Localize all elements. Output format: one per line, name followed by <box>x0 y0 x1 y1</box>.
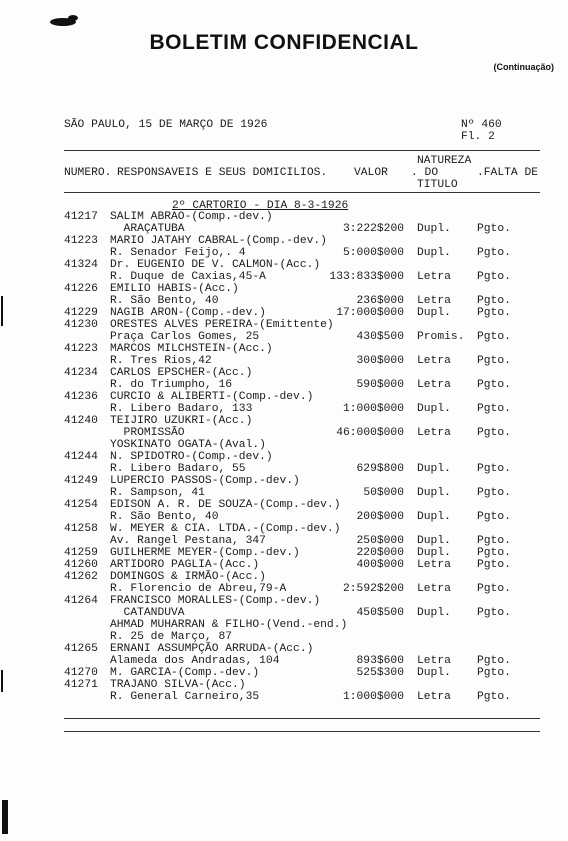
entry-value: 133:833$000 <box>329 271 404 283</box>
entry-value: 525$300 <box>356 667 404 679</box>
entry-reason: Pgto. <box>477 667 511 679</box>
entry-title-type: Dupl. <box>417 307 451 319</box>
entry-number: 41264 <box>64 595 98 607</box>
entry-reason: Pgto. <box>477 487 511 499</box>
entry-reason: Pgto. <box>477 307 511 319</box>
entry-reason: Pgto. <box>477 223 511 235</box>
table-row <box>0 499 568 511</box>
entry-responsible: R. Sampson, 41 <box>110 487 205 499</box>
entry-title-type: Dupl. <box>417 607 451 619</box>
entry-value: 893$600 <box>356 655 404 667</box>
entry-number: 41249 <box>64 475 98 487</box>
entry-title-type: Letra <box>417 655 451 667</box>
column-valor: VALOR <box>354 167 388 179</box>
entry-title-type: Letra <box>417 427 451 439</box>
entry-number: 41258 <box>64 523 98 535</box>
entry-reason: Pgto. <box>477 535 511 547</box>
entry-number: 41229 <box>64 307 98 319</box>
entry-reason: Pgto. <box>477 607 511 619</box>
table-row <box>0 643 568 655</box>
table-row <box>0 619 568 631</box>
entry-reason: Pgto. <box>477 247 511 259</box>
footer-rule-1 <box>64 718 540 719</box>
entry-responsible: CATANDUVA <box>110 607 185 619</box>
table-row <box>0 679 568 691</box>
table-row <box>0 271 568 283</box>
entry-number: 41240 <box>64 415 98 427</box>
entry-responsible: EMILIO HABIS-(Acc.) <box>110 283 239 295</box>
entry-title-type: Letra <box>417 691 451 703</box>
table-row <box>0 307 568 319</box>
footer-rule-2 <box>64 731 540 732</box>
table-row <box>0 571 568 583</box>
entry-value: 590$000 <box>356 379 404 391</box>
entry-responsible: N. SPIDOTRO-(Comp.-dev.) <box>110 451 273 463</box>
table-row <box>0 391 568 403</box>
entry-responsible: CURCIO & ALIBERTI-(Comp.-dev.) <box>110 391 314 403</box>
entry-reason: Pgto. <box>477 559 511 571</box>
table-row <box>0 379 568 391</box>
table-row <box>0 511 568 523</box>
entry-responsible: W. MEYER & CIA. LTDA.-(Comp.-dev.) <box>110 523 341 535</box>
entry-title-type: Dupl. <box>417 223 451 235</box>
bulletin-number: Nº 460 <box>461 119 502 131</box>
entry-number: 41217 <box>64 211 98 223</box>
entry-responsible: MARCOS MILCHSTEIN-(Acc.) <box>110 343 273 355</box>
entry-responsible: M. GARCIA-(Comp.-dev.) <box>110 667 260 679</box>
entry-reason: Pgto. <box>477 379 511 391</box>
table-row <box>0 295 568 307</box>
column-numero: NUMERO. <box>64 167 112 179</box>
entry-number: 41234 <box>64 367 98 379</box>
entry-value: 400$000 <box>356 559 404 571</box>
table-row <box>0 475 568 487</box>
entry-number: 41223 <box>64 235 98 247</box>
entry-reason: Pgto. <box>477 511 511 523</box>
entry-responsible: AHMAD MUHARRAN & FILHO-(Vend.-end.) <box>110 619 348 631</box>
table-row <box>0 355 568 367</box>
entry-value: 3:222$200 <box>342 223 404 235</box>
entry-title-type: Letra <box>417 379 451 391</box>
entry-reason: Pgto. <box>477 691 511 703</box>
entry-responsible: R. Libero Badaro, 133 <box>110 403 253 415</box>
entry-number: 41236 <box>64 391 98 403</box>
entry-responsible: DOMINGOS & IRMÃO-(Acc.) <box>110 571 266 583</box>
document-title: BOLETIM CONFIDENCIAL <box>149 31 419 54</box>
table-row <box>0 235 568 247</box>
entry-number: 41324 <box>64 259 98 271</box>
entry-responsible: PROMISSÃO <box>110 427 185 439</box>
entry-responsible: GUILHERME MEYER-(Comp.-dev.) <box>110 547 300 559</box>
table-row <box>0 415 568 427</box>
entry-title-type: Dupl. <box>417 463 451 475</box>
entry-responsible: Praça Carlos Gomes, 25 <box>110 331 260 343</box>
entry-value: 450$500 <box>356 607 404 619</box>
entry-title-type: Letra <box>417 355 451 367</box>
column-natureza-l1: NATUREZA <box>417 155 472 167</box>
entry-reason: Pgto. <box>477 355 511 367</box>
table-row <box>0 655 568 667</box>
entry-reason: Pgto. <box>477 655 511 667</box>
table-row <box>0 667 568 679</box>
entry-value: 220$000 <box>356 547 404 559</box>
entry-responsible: Dr. EUGENIO DE V. CALMON-(Acc.) <box>110 259 321 271</box>
entry-title-type: Promis. <box>417 331 465 343</box>
entry-value: 5:000$000 <box>342 247 404 259</box>
entry-number: 41265 <box>64 643 98 655</box>
table-row <box>0 583 568 595</box>
entry-responsible: R. 25 de Março, 87 <box>110 631 233 643</box>
entry-title-type: Dupl. <box>417 547 451 559</box>
entry-title-type: Letra <box>417 559 451 571</box>
table-row <box>0 523 568 535</box>
column-responsaveis: RESPONSAVEIS E SEUS DOMICILIOS. <box>117 167 328 179</box>
column-natureza-l2: . DO <box>411 167 439 179</box>
entry-value: 1:000$000 <box>342 691 404 703</box>
table-row <box>0 367 568 379</box>
entry-responsible: ARAÇATUBA <box>110 223 185 235</box>
entry-reason: Pgto. <box>477 547 511 559</box>
entry-title-type: Dupl. <box>417 535 451 547</box>
entry-responsible: YOSKINATO OGATA-(Aval.) <box>110 439 266 451</box>
entry-title-type: Dupl. <box>417 403 451 415</box>
entry-value: 430$500 <box>356 331 404 343</box>
entry-reason: Pgto. <box>477 583 511 595</box>
entry-title-type: Dupl. <box>417 667 451 679</box>
table-row <box>0 331 568 343</box>
header-rule-bottom <box>64 192 540 193</box>
entry-responsible: TEIJIRO UZUKRI-(Acc.) <box>110 415 253 427</box>
entry-responsible: CARLOS EPSCHER-(Acc.) <box>110 367 253 379</box>
table-row <box>0 247 568 259</box>
entry-responsible: TRAJANO SILVA-(Acc.) <box>110 679 246 691</box>
entry-value: 50$000 <box>363 487 404 499</box>
entry-value: 250$000 <box>356 535 404 547</box>
entry-title-type: Dupl. <box>417 511 451 523</box>
table-row <box>0 439 568 451</box>
entry-value: 200$000 <box>356 511 404 523</box>
entry-responsible: R. Libero Badaro, 55 <box>110 463 246 475</box>
entry-responsible: SALIM ABRAO-(Comp.-dev.) <box>110 211 273 223</box>
table-row <box>0 691 568 703</box>
table-row <box>0 559 568 571</box>
entry-reason: Pgto. <box>477 295 511 307</box>
table-row <box>0 595 568 607</box>
entry-responsible: Alameda dos Andradas, 104 <box>110 655 280 667</box>
entry-reason: Pgto. <box>477 427 511 439</box>
entry-number: 41223 <box>64 343 98 355</box>
column-natureza-l3: TITULO <box>417 179 458 191</box>
table-row <box>0 319 568 331</box>
table-row <box>0 343 568 355</box>
entry-number: 41226 <box>64 283 98 295</box>
entry-value: 46:000$000 <box>336 427 404 439</box>
entry-title-type: Letra <box>417 295 451 307</box>
entry-value: 2:592$200 <box>342 583 404 595</box>
entry-responsible: R. Tres Rios,42 <box>110 355 212 367</box>
entry-value: 236$000 <box>356 295 404 307</box>
entry-number: 41262 <box>64 571 98 583</box>
table-row <box>0 487 568 499</box>
entry-responsible: R. São Bento, 40 <box>110 511 219 523</box>
sheet-number: Fl. 2 <box>461 131 495 143</box>
entry-value: 629$800 <box>356 463 404 475</box>
entry-responsible: R. General Carneiro,35 <box>110 691 260 703</box>
entry-responsible: LUPERCIO PASSOS-(Comp.-dev.) <box>110 475 300 487</box>
entry-reason: Pgto. <box>477 403 511 415</box>
table-row <box>0 283 568 295</box>
entry-responsible: MARIO JATAHY CABRAL-(Comp.-dev.) <box>110 235 327 247</box>
table-row <box>0 607 568 619</box>
entry-title-type: Dupl. <box>417 487 451 499</box>
entry-number: 41271 <box>64 679 98 691</box>
entry-responsible: R. São Bento, 40 <box>110 295 219 307</box>
entry-value: 300$000 <box>356 355 404 367</box>
entry-title-type: Dupl. <box>417 247 451 259</box>
table-row <box>0 211 568 223</box>
column-falta: .FALTA DE <box>477 167 539 179</box>
table-row <box>0 259 568 271</box>
ink-blot-tail <box>68 15 78 21</box>
entry-number: 41230 <box>64 319 98 331</box>
place-date: SÃO PAULO, 15 DE MARÇO DE 1926 <box>64 119 268 131</box>
entry-responsible: R. do Triumpho, 16 <box>110 379 233 391</box>
table-row <box>0 223 568 235</box>
entry-responsible: NAGIB ARON-(Comp.-dev.) <box>110 307 266 319</box>
table-row <box>0 463 568 475</box>
entry-responsible: R. Senador Feijo,. 4 <box>110 247 246 259</box>
table-row <box>0 451 568 463</box>
entry-reason: Pgto. <box>477 463 511 475</box>
entry-title-type: Letra <box>417 271 451 283</box>
entry-responsible: ARTIDORO PAGLIA-(Acc.) <box>110 559 260 571</box>
binding-mark <box>2 800 8 834</box>
entry-title-type: Letra <box>417 583 451 595</box>
section-title: 2º CARTORIO - DIA 8-3-1926 <box>172 200 349 212</box>
entry-responsible: EDISON A. R. DE SOUZA-(Comp.-dev.) <box>110 499 341 511</box>
entry-responsible: R. Florencio de Abreu,79-A <box>110 583 287 595</box>
table-row <box>0 547 568 559</box>
entry-responsible: FRANCISCO MORALLES-(Comp.-dev.) <box>110 595 321 607</box>
entry-responsible: ORESTES ALVES PEREIRA-(Emittente) <box>110 319 334 331</box>
entry-value: 17:000$000 <box>336 307 404 319</box>
table-row <box>0 631 568 643</box>
table-row <box>0 427 568 439</box>
entry-reason: Pgto. <box>477 271 511 283</box>
entry-number: 41254 <box>64 499 98 511</box>
entry-responsible: R. Duque de Caxias,45-A <box>110 271 266 283</box>
entry-number: 41270 <box>64 667 98 679</box>
entry-number: 41244 <box>64 451 98 463</box>
continuation-label: (Continuação) <box>493 62 554 72</box>
table-row <box>0 535 568 547</box>
entry-number: 41259 <box>64 547 98 559</box>
entry-responsible: Av. Rangel Pestana, 347 <box>110 535 266 547</box>
entry-responsible: ERNANI ASSUMPÇÃO ARRUDA-(Acc.) <box>110 643 314 655</box>
header-rule-top <box>64 150 540 151</box>
table-row <box>0 403 568 415</box>
entry-value: 1:000$000 <box>342 403 404 415</box>
entry-number: 41260 <box>64 559 98 571</box>
entry-reason: Pgto. <box>477 331 511 343</box>
